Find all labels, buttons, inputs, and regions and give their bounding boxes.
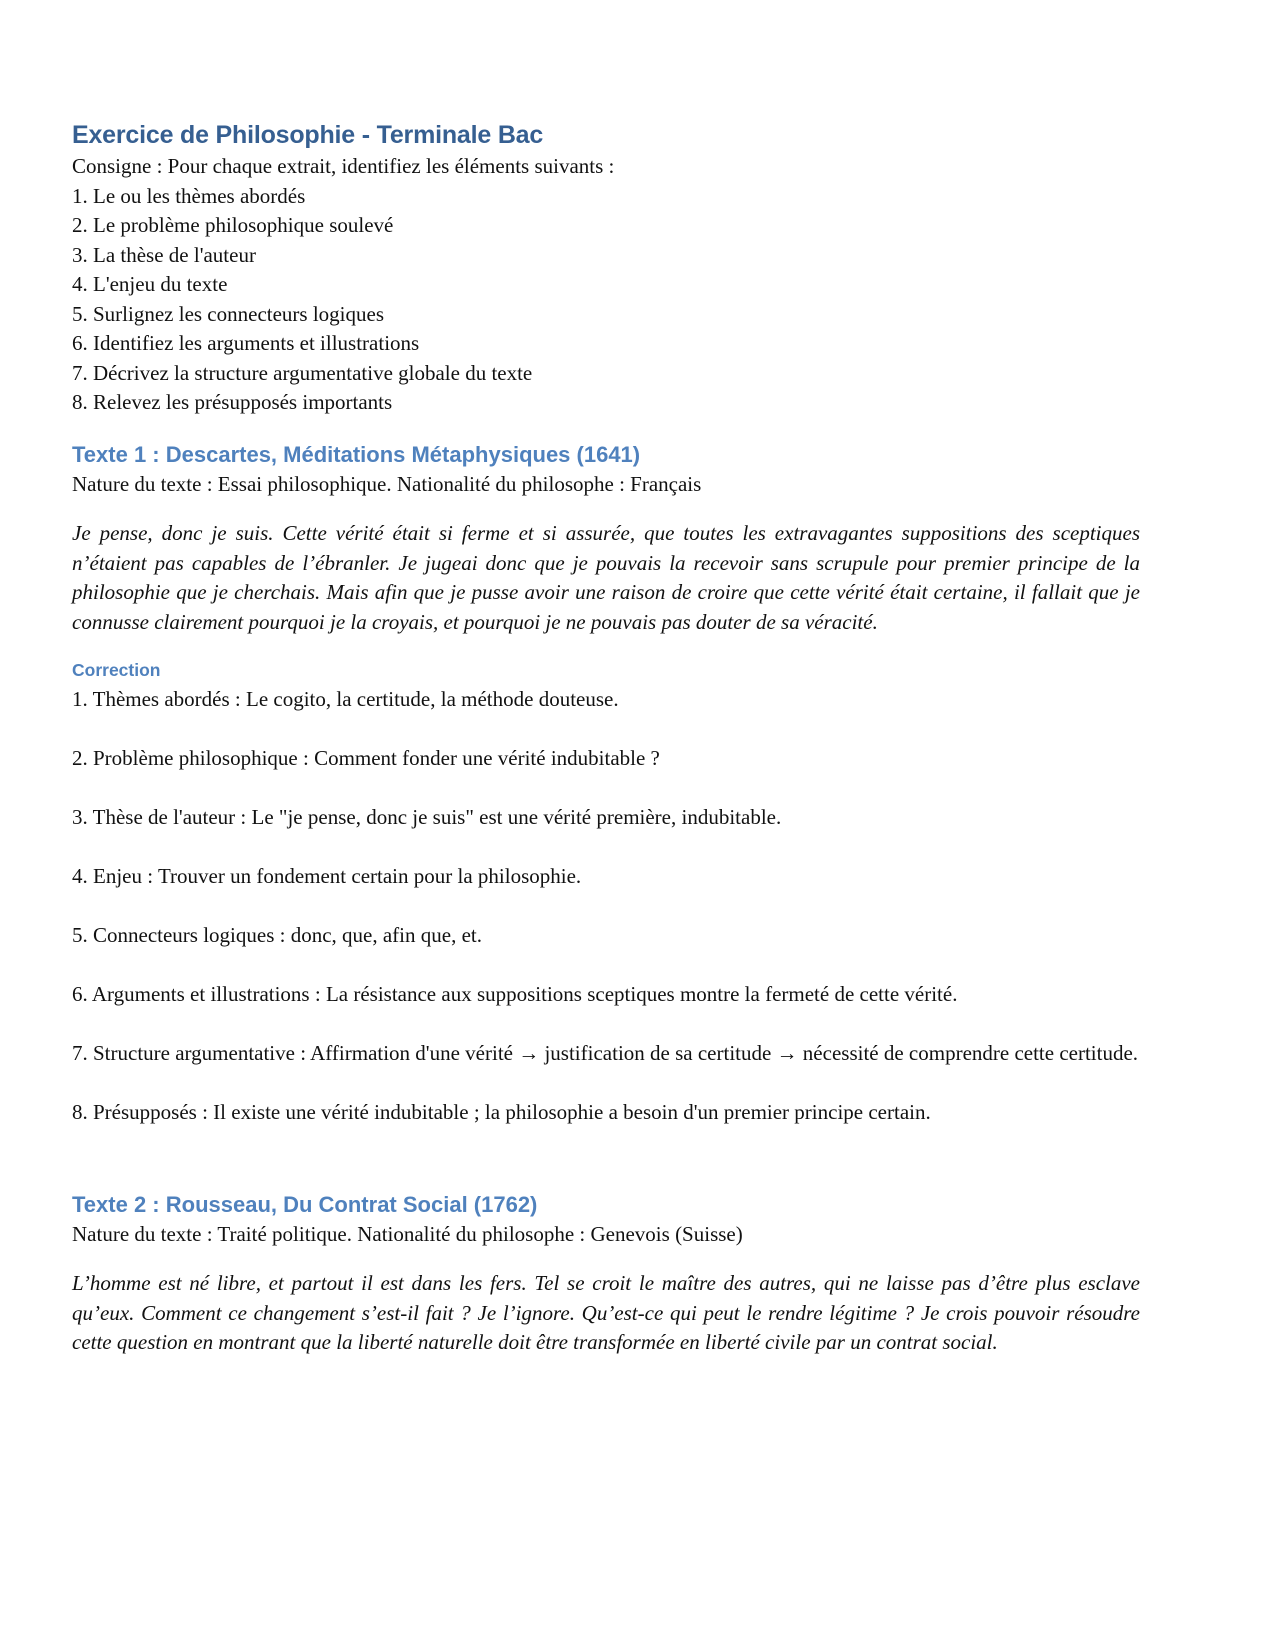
text-1-excerpt: Je pense, donc je suis. Cette vérité était si ferme et si assurée, que toutes les extravagantes suppositions des sceptiques n’étaient pas capables de l’ébranler. Je jugeai donc que je pouvais la recevoir sans scrupule pour premier principe de la philosophie que je cherchais. Mais afin que je pusse avoir une raison de croire que cette vérité était certaine, il fallait que je connusse clairement pourquoi je la croyais, et pourquoi je ne pouvais pas douter de sa véracité. xyxy=(72,521,1140,634)
correction-item: 4. Enjeu : Trouver un fondement certain pour la philosophie. xyxy=(72,864,582,888)
task-item: 3. La thèse de l'auteur xyxy=(72,242,256,267)
document-title: Exercice de Philosophie - Terminale Bac xyxy=(72,121,544,149)
task-item: 6. Identifiez les arguments et illustrations xyxy=(72,331,420,355)
text-1-nature: Nature du texte : Essai philosophique. Nationalité du philosophe : Français xyxy=(72,471,702,496)
task-item: 1. Le ou les thèmes abordés xyxy=(72,183,306,208)
correction-item: 8. Présupposés : Il existe une vérité indubitable ; la philosophie a besoin d'un premier principe certain. xyxy=(72,1100,931,1124)
text-1-heading: Texte 1 : Descartes, Méditations Métaphysiques (1641) xyxy=(72,441,641,467)
instruction-text: Consigne : Pour chaque extrait, identifiez les éléments suivants : xyxy=(72,154,615,178)
task-item: 7. Décrivez la structure argumentative globale du texte xyxy=(72,360,533,385)
document-page xyxy=(72,118,1140,1358)
correction-item: 3. Thèse de l'auteur : Le "je pense, donc je suis" est une vérité première, indubitable. xyxy=(72,805,782,829)
text-2-section xyxy=(72,1190,1140,1358)
task-item: 2. Le problème philosophique soulevé xyxy=(72,213,394,237)
correction-heading: Correction xyxy=(72,660,161,680)
task-item: 8. Relevez les présupposés importants xyxy=(72,390,393,414)
correction-item: 7. Structure argumentative : Affirmation d'une vérité → justification de sa certitude → nécessité de comprendre cette certitude. xyxy=(72,1041,1139,1065)
correction-item: 6. Arguments et illustrations : La résistance aux suppositions sceptiques montre la fermeté de cette vérité. xyxy=(72,982,958,1006)
correction-item: 2. Problème philosophique : Comment fonder une vérité indubitable ? xyxy=(72,746,660,770)
text-1-section xyxy=(72,440,1140,1128)
text-2-excerpt: L’homme est né libre, et partout il est dans les fers. Tel se croit le maître des autres, qui ne laisse pas d’être plus esclave qu’eux. Comment ce changement s’est-il fait ? Je l’ignore. Qu’est-ce qui peut le rendre légitime ? Je crois pouvoir résoudre cette question en montrant que la liberté naturelle doit être transformée en liberté civile par un contrat social. xyxy=(72,1271,1140,1354)
correction-item: 1. Thèmes abordés : Le cogito, la certitude, la méthode douteuse. xyxy=(72,687,619,711)
task-list xyxy=(72,182,1140,418)
task-item: 4. L'enjeu du texte xyxy=(72,272,228,296)
text-2-heading: Texte 2 : Rousseau, Du Contrat Social (1762) xyxy=(72,1191,538,1217)
correction-list xyxy=(72,685,1140,1128)
task-item: 5. Surlignez les connecteurs logiques xyxy=(72,301,385,326)
text-2-nature: Nature du texte : Traité politique. Nationalité du philosophe : Genevois (Suisse) xyxy=(72,1221,743,1246)
correction-item: 5. Connecteurs logiques : donc, que, afin que, et. xyxy=(72,923,482,947)
